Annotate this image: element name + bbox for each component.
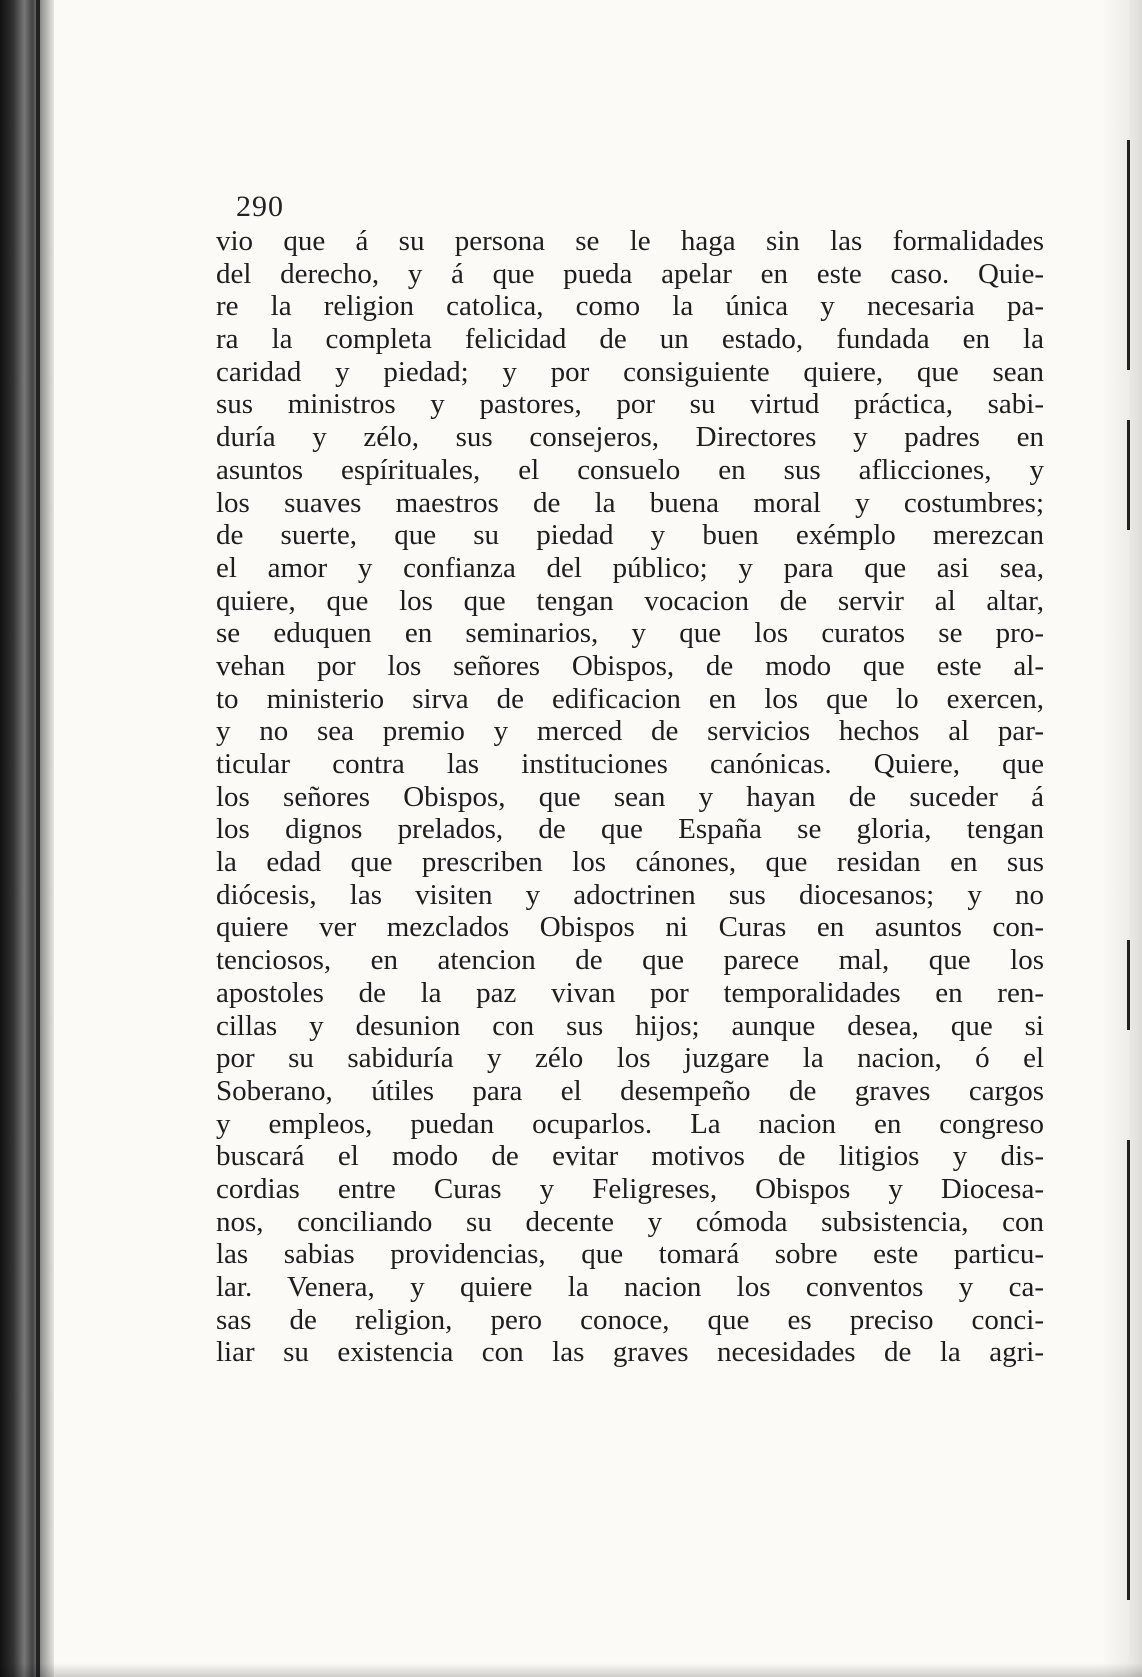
text-line: apostoles de la paz vivan por temporalidades en ren-	[216, 976, 1044, 1009]
text-line: los señores Obispos, que sean y hayan de suceder á	[216, 780, 1044, 813]
text-line: quiere, que los que tengan vocacion de servir al altar,	[216, 584, 1044, 617]
body-text	[216, 225, 1044, 1369]
text-line: vehan por los señores Obispos, de modo que este al-	[216, 649, 1044, 682]
page-bottom-shadow	[0, 1663, 1142, 1677]
text-line: los suaves maestros de la buena moral y costumbres;	[216, 486, 1044, 519]
edge-mark	[1127, 140, 1130, 370]
text-line: de suerte, que su piedad y buen exémplo merezcan	[216, 519, 1044, 552]
text-line: lar. Venera, y quiere la nacion los conventos y ca-	[216, 1271, 1044, 1303]
text-line: nos, conciliando su decente y cómoda subsistencia, con	[216, 1205, 1044, 1238]
text-line: del derecho, y á que pueda apelar en este caso. Quie-	[216, 257, 1044, 290]
text-line: sas de religion, pero conoce, que es preciso conci-	[216, 1303, 1044, 1336]
edge-mark	[1127, 420, 1130, 530]
book-spine-shadow	[0, 0, 54, 1677]
text-line: cillas y desunion con sus hijos; aunque desea, que si	[216, 1009, 1044, 1042]
page-edge-shadow	[1102, 0, 1142, 1677]
text-line: to ministerio sirva de edificacion en los que lo exercen,	[216, 682, 1044, 715]
text-line: se eduquen en seminarios, y que los curatos se pro-	[216, 617, 1044, 650]
edge-mark	[1127, 940, 1130, 1030]
text-line: ra la completa felicidad de un estado, fundada en la	[216, 323, 1044, 356]
text-line: caridad y piedad; y por consiguiente quiere, que sean	[216, 355, 1044, 388]
text-line: liar su existencia con las graves necesidades de la agri-	[216, 1336, 1044, 1369]
text-line: duría y zélo, sus consejeros, Directores y padres en	[216, 421, 1044, 454]
text-line: sus ministros y pastores, por su virtud práctica, sabi-	[216, 388, 1044, 421]
text-line: re la religion catolica, como la única y necesaria pa-	[216, 290, 1044, 323]
text-line: Soberano, útiles para el desempeño de graves cargos	[216, 1074, 1044, 1107]
text-line: y empleos, puedan ocuparlos. La nacion en congreso	[216, 1107, 1044, 1140]
page-number: 290	[236, 190, 284, 223]
text-line: quiere ver mezclados Obispos ni Curas en asuntos con-	[216, 911, 1044, 944]
text-line: cordias entre Curas y Feligreses, Obispos y Diocesa-	[216, 1172, 1044, 1205]
text-line: vio que á su persona se le haga sin las formalidades	[216, 225, 1044, 257]
text-line: buscará el modo de evitar motivos de litigios y dis-	[216, 1140, 1044, 1173]
text-line: por su sabiduría y zélo los juzgare la nacion, ó el	[216, 1042, 1044, 1075]
text-line: asuntos espírituales, el consuelo en sus aflicciones, y	[216, 453, 1044, 486]
text-line: el amor y confianza del público; y para que asi sea,	[216, 551, 1044, 584]
text-line: tenciosos, en atencion de que parece mal, que los	[216, 944, 1044, 977]
text-line: ticular contra las instituciones canónicas. Quiere, que	[216, 748, 1044, 780]
text-line: la edad que prescriben los cánones, que residan en sus	[216, 846, 1044, 879]
binding-line	[36, 0, 40, 1677]
text-line: las sabias providencias, que tomará sobre este particu-	[216, 1238, 1044, 1271]
text-line: y no sea premio y merced de servicios hechos al par-	[216, 715, 1044, 748]
text-line: diócesis, las visiten y adoctrinen sus diocesanos; y no	[216, 878, 1044, 911]
edge-mark	[1127, 1140, 1130, 1600]
text-line: los dignos prelados, de que España se gloria, tengan	[216, 813, 1044, 846]
